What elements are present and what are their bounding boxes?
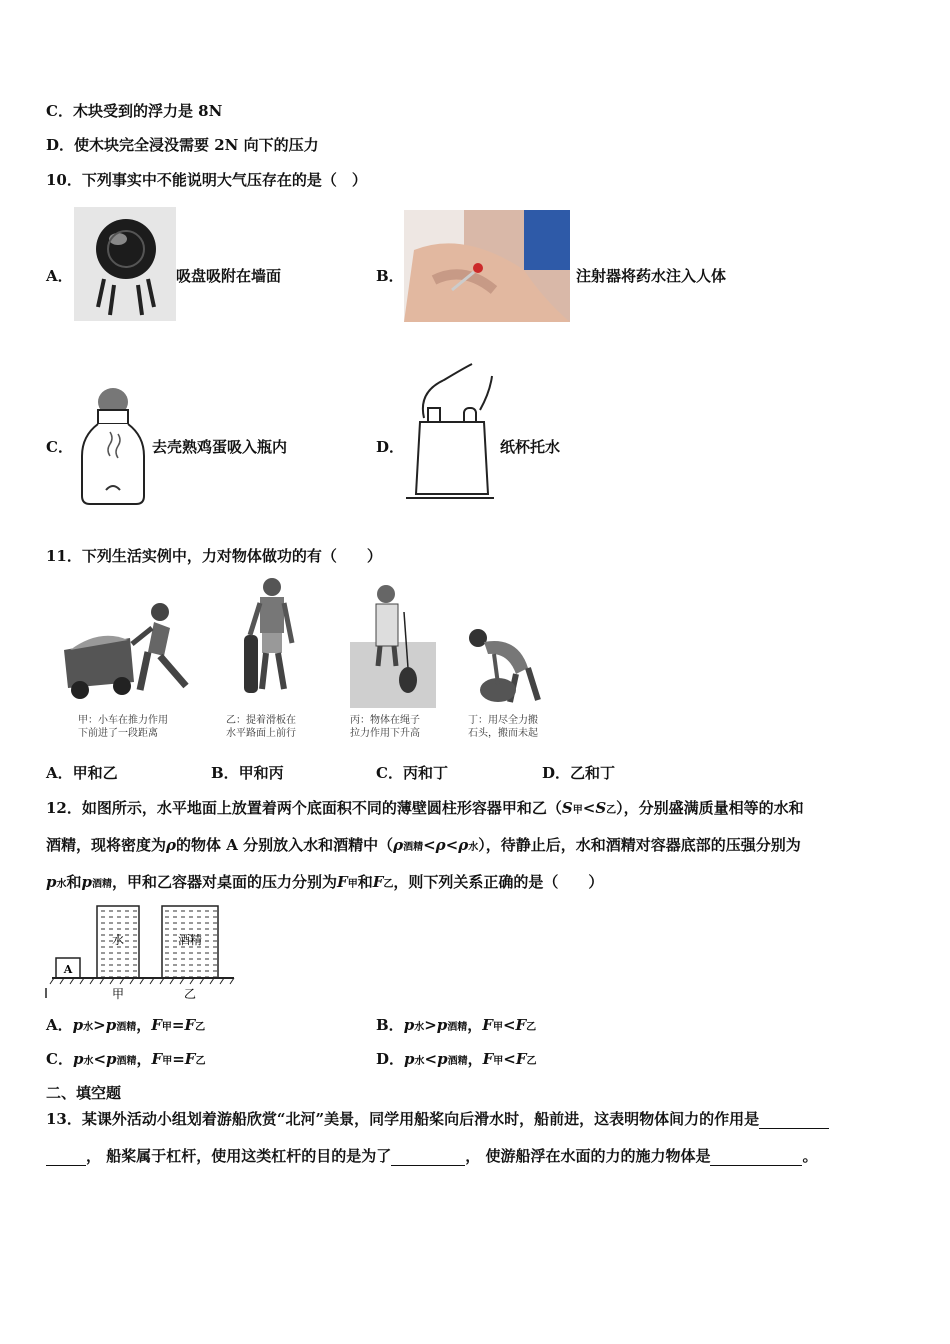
section-title: 二、填空题 <box>46 1084 122 1102</box>
q10-b-text: 注射器将药水注入人体 <box>576 267 727 285</box>
q10-b-label: B． <box>376 267 404 285</box>
container-jia-label: 甲 <box>111 987 125 1001</box>
object-a-label: A <box>63 963 73 976</box>
answer-blank-2[interactable] <box>391 1149 465 1166</box>
caption-bing-1: 丙：物体在绳子 <box>350 715 420 726</box>
caption-ding-2: 石头，搬而未起 <box>468 728 538 739</box>
cart-push-image <box>60 598 210 702</box>
lift-stone-image <box>458 628 548 704</box>
alcohol-label: 酒精 <box>177 933 203 947</box>
q9-option-d: D．使木块完全浸没需要 2N 向下的压力 <box>46 136 319 154</box>
answer-blank-1-cont[interactable] <box>46 1149 86 1166</box>
rope-lift-image <box>350 582 436 708</box>
q11-option-b: B．甲和丙 <box>211 764 284 782</box>
skateboard-carry-image <box>240 577 304 703</box>
caption-yi-1: 乙：提着滑板在 <box>226 715 296 726</box>
q12-line-3: p水和p酒精，甲和乙容器对桌面的压力分别为F甲和F乙，则下列关系正确的是（ ） <box>46 873 604 891</box>
caption-yi-2: 水平路面上前行 <box>226 728 296 739</box>
injection-photo <box>404 210 570 322</box>
caption-ding-1: 丁：用尽全力搬 <box>468 715 538 726</box>
q10-d-text: 纸杯托水 <box>500 438 561 456</box>
answer-blank-3[interactable] <box>710 1149 802 1166</box>
q12-option-a: A．p水>p酒精，F甲=F乙 <box>46 1016 206 1034</box>
q12-option-d: D．p水<p酒精，F甲<F乙 <box>376 1050 537 1068</box>
q10-c-text: 去壳熟鸡蛋吸入瓶内 <box>152 438 288 456</box>
q11-option-c: C．丙和丁 <box>376 764 448 782</box>
q10-a-text: 吸盘吸附在墙面 <box>176 267 282 285</box>
caption-jia-2: 下前进了一段距离 <box>78 728 158 739</box>
q10-stem: 10．下列事实中不能说明大气压存在的是（ ） <box>46 171 367 189</box>
q12-option-c: C．p水<p酒精，F甲=F乙 <box>46 1050 206 1068</box>
suction-cup-image <box>74 207 176 321</box>
q10-c-label: C． <box>46 438 73 456</box>
egg-bottle-drawing <box>76 386 150 508</box>
caption-bing-2: 拉力作用下升高 <box>350 728 420 739</box>
q11-option-d: D．乙和丁 <box>542 764 616 782</box>
q9-option-c: C．木块受到的浮力是 8N <box>46 102 223 120</box>
q10-a-label: A． <box>46 267 73 285</box>
water-label: 水 <box>111 933 125 947</box>
q12-option-b: B．p水>p酒精，F甲<F乙 <box>376 1016 537 1034</box>
q11-option-a: A．甲和乙 <box>46 764 118 782</box>
q10-d-label: D． <box>376 438 405 456</box>
q13-line-1: 13．某课外活动小组划着游船欣赏“北河”美景，同学用船桨向后滑水时，船前进，这表明物体间力的作用是 <box>46 1109 829 1129</box>
paper-cup-drawing <box>404 362 496 506</box>
q11-stem: 11．下列生活实例中，力对物体做功的有（ ） <box>46 547 382 565</box>
containers-figure <box>44 902 236 1002</box>
q12-line-1: 12．如图所示，水平地面上放置着两个底面积不同的薄壁圆柱形容器甲和乙（S甲<S乙），分别盛满质量相等的水和 <box>46 799 804 817</box>
caption-jia-1: 甲：小车在推力作用 <box>78 715 168 726</box>
answer-blank-1[interactable] <box>759 1112 829 1129</box>
container-yi-label: 乙 <box>183 987 197 1001</box>
q13-line-2: ， 船桨属于杠杆，使用这类杠杆的目的是为了 ， 使游船浮在水面的力的施力物体是 。 <box>46 1146 817 1166</box>
q12-line-2: 酒精，现将密度为ρ的物体 A 分别放入水和酒精中（ρ酒精<ρ<ρ水），待静止后，水和酒精对容器底部的压强分别为 <box>46 836 801 854</box>
